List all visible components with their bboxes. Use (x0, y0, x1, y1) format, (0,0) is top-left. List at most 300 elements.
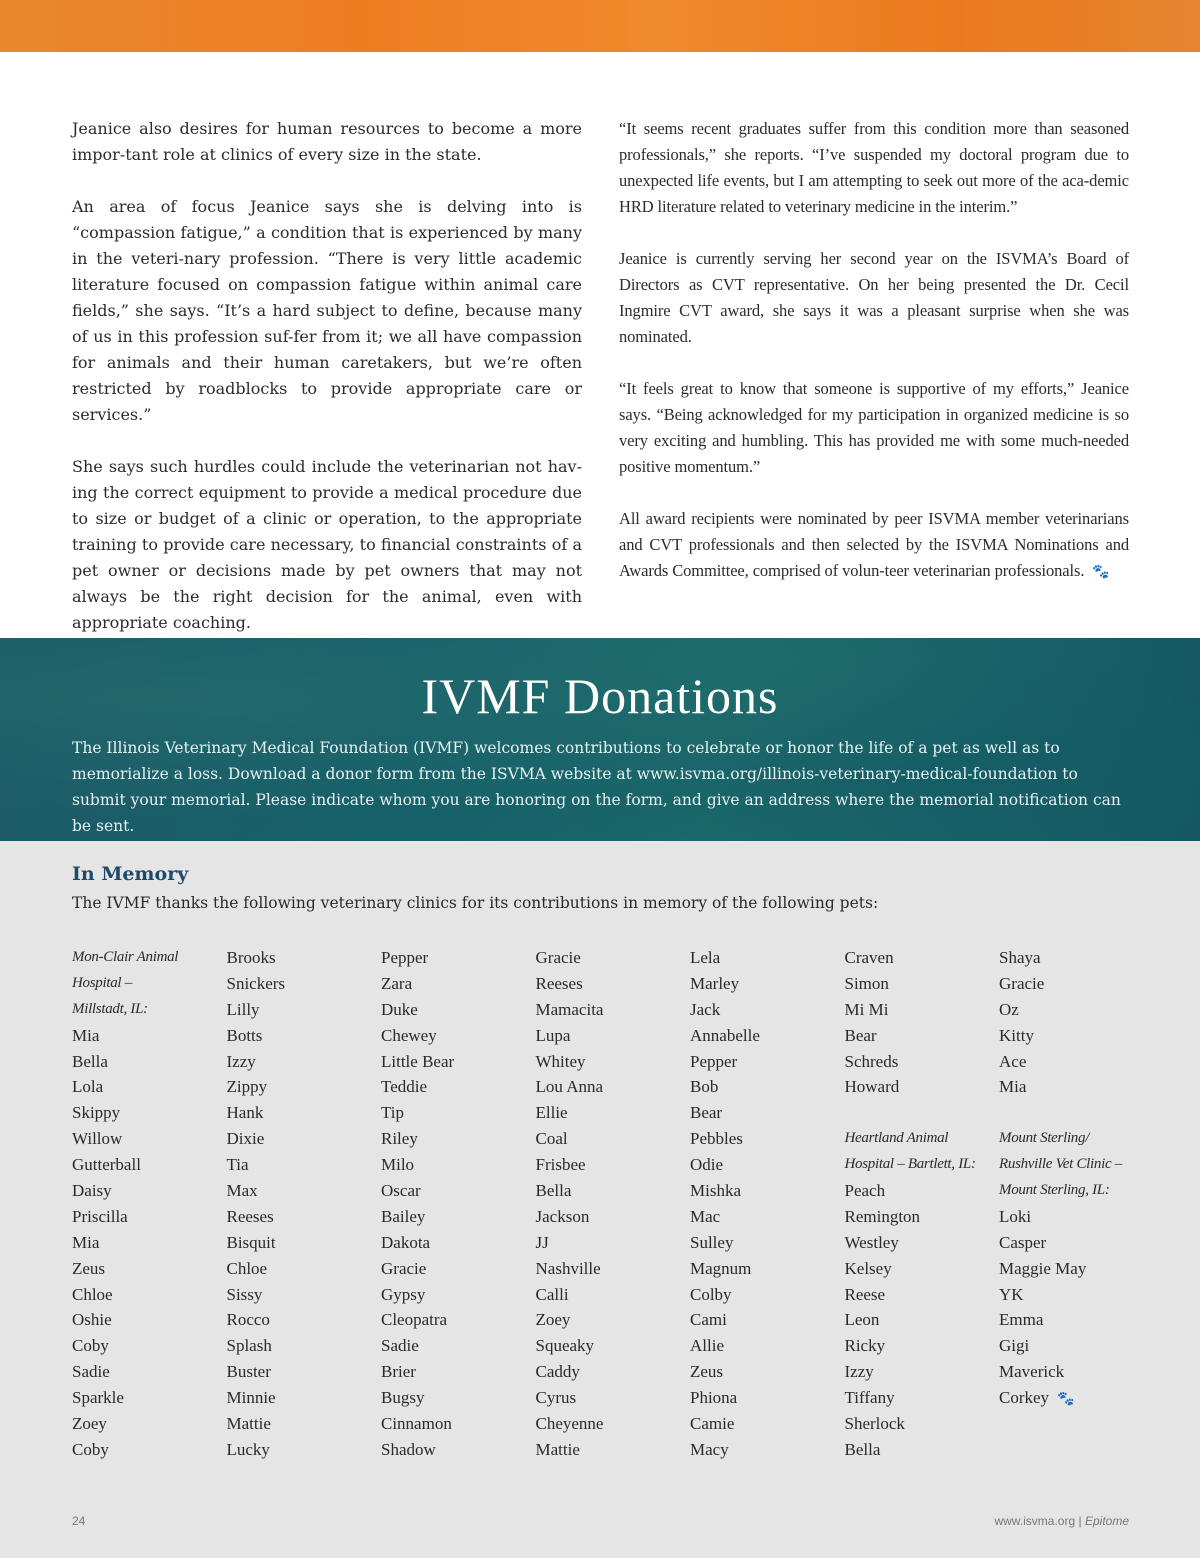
pet-name-text: Priscilla (72, 1206, 128, 1226)
paw-icon: 🐾 (1057, 1392, 1075, 1408)
pet-name-text: Duke (381, 999, 418, 1019)
clinic-heading-text: Millstadt, IL: (72, 1000, 148, 1017)
pet-name (999, 997, 1154, 1023)
pet-name (536, 1437, 691, 1463)
pet-name (845, 1178, 1000, 1204)
pet-name (999, 1023, 1154, 1049)
in-memory-section (0, 841, 1200, 1558)
pet-name-text: JJ (535, 1232, 549, 1252)
pet-name-text: Caddy (535, 1362, 580, 1382)
pet-name-text: Loki (999, 1206, 1032, 1226)
pet-name-text: Mishka (690, 1181, 741, 1201)
pet-name (845, 1204, 1000, 1230)
pet-name-text: Ricky (844, 1336, 886, 1356)
spacer (845, 1100, 1000, 1126)
pet-name (536, 1100, 691, 1126)
pet-name (690, 1049, 845, 1075)
pet-name-text: Schreds (844, 1051, 899, 1071)
pet-name-text: Lela (690, 948, 721, 967)
pet-name-text: Bailey (381, 1206, 426, 1226)
pet-name (72, 1256, 227, 1282)
pet-name-text: Reeses (226, 1206, 274, 1226)
pet-name-text: Pebbles (690, 1129, 743, 1149)
pet-name-text: Sherlock (844, 1414, 905, 1434)
pet-name (381, 1100, 536, 1126)
pet-name (690, 1307, 845, 1333)
pet-name-text: Cami (690, 1310, 727, 1330)
pet-name-text: Craven (844, 948, 894, 967)
pet-name (690, 1074, 845, 1100)
pet-name (381, 945, 536, 971)
pet-name (227, 1152, 382, 1178)
pet-name (690, 1204, 845, 1230)
pet-name (845, 1411, 1000, 1437)
pet-name (72, 1178, 227, 1204)
banner-title: IVMF Donations (421, 668, 779, 724)
pet-name-text: Rocco (226, 1310, 270, 1330)
pet-name-text: Lola (72, 1077, 104, 1097)
pet-name-text: Gypsy (381, 1284, 426, 1304)
pet-name-text: Zeus (72, 1258, 106, 1278)
pet-name (227, 1178, 382, 1204)
pet-name-text: Casper (999, 1232, 1047, 1252)
pet-name-text: Nashville (535, 1258, 601, 1278)
page-number: 24 (72, 1514, 86, 1528)
pet-name-text: Annabelle (690, 1025, 760, 1045)
clinic-heading (999, 1152, 1154, 1178)
pet-name-text: Mia (72, 1025, 100, 1045)
pet-name-text: Bugsy (381, 1388, 425, 1408)
footer-url: www.isvma.org (994, 1514, 1076, 1528)
article-paragraph: She says such hurdles could include the veterinarian not hav-ing the correct equipment to provide a medical procedure due to size or budget of a clinic or operation, to the appropriate training to provide care necessary, to financial constraints of a pet owner or decisions made by pet owners that may not always be the right decision for the animal, even with appropriate coaching. (72, 457, 582, 632)
pet-name (536, 997, 691, 1023)
pet-name (381, 971, 536, 997)
pet-name (536, 971, 691, 997)
pet-name (227, 1282, 382, 1308)
pet-name-text: Izzy (226, 1051, 256, 1071)
pet-name-text: Snickers (226, 973, 286, 993)
pet-name (999, 945, 1154, 971)
pet-name-text: Splash (226, 1336, 272, 1356)
pet-name-text: Gracie (999, 973, 1045, 993)
pet-name (227, 1411, 382, 1437)
pet-name (845, 1256, 1000, 1282)
pet-name (845, 1437, 1000, 1463)
pet-name-text: Squeaky (535, 1336, 595, 1356)
article-paragraph-text: All award recipients were nominated by peer ISVMA member veterinarians and CVT professionals and then selected by the ISVMA Nominations and Awards Committee, comprised of volun-teer veterinarian professionals. (619, 509, 1129, 580)
pet-name (845, 971, 1000, 997)
pet-name (690, 997, 845, 1023)
pet-name-text: Zoey (535, 1310, 571, 1330)
pet-name (72, 1437, 227, 1463)
clinic-heading (72, 997, 227, 1023)
pet-name (536, 1178, 691, 1204)
pet-name-text: Leon (844, 1310, 880, 1330)
pet-name (999, 1204, 1154, 1230)
pet-column (690, 945, 845, 1463)
pet-name (72, 1411, 227, 1437)
clinic-heading-text: Hospital – Bartlett, IL: (844, 1156, 976, 1173)
pet-name-text: Whitey (535, 1051, 586, 1071)
clinic-heading-text: Rushville Vet Clinic – (999, 1156, 1122, 1173)
pet-name (72, 1049, 227, 1075)
pet-name (227, 1049, 382, 1075)
pet-name-text: Dakota (381, 1232, 431, 1252)
pet-name-text: Brier (381, 1362, 416, 1382)
pet-name (999, 1333, 1154, 1359)
pet-name-text: Daisy (72, 1181, 112, 1201)
pet-name (381, 1359, 536, 1385)
pet-name-text: Odie (690, 1155, 724, 1175)
pet-name-text: Milo (381, 1155, 415, 1175)
pet-name-text: Bear (690, 1103, 723, 1123)
pet-name-text: Chloe (72, 1284, 113, 1304)
pet-name (690, 1411, 845, 1437)
pet-name-text: Mattie (226, 1414, 271, 1434)
pet-name (227, 1333, 382, 1359)
pet-name (536, 1152, 691, 1178)
pet-name-text: Sissy (226, 1284, 263, 1304)
pet-name (845, 1359, 1000, 1385)
pet-name-text: Gigi (999, 1336, 1030, 1356)
pet-name-text: Phiona (690, 1388, 738, 1408)
pet-name-text: Max (226, 1181, 258, 1201)
clinic-heading (845, 1126, 1000, 1152)
pet-name-text: Bella (844, 1439, 881, 1459)
article-body (72, 116, 1129, 662)
pet-name (999, 1256, 1154, 1282)
pet-name-text: Pepper (690, 1051, 738, 1071)
article-paragraph: Jeanice also desires for human resources to become a more impor-tant role at clinics of every size in the state. (72, 119, 582, 164)
article-paragraph: An area of focus Jeanice says she is delving into is “compassion fatigue,” a condition that is experienced by many in the veteri-nary profession. “There is very little academic literature focused on compassion fatigue within animal care fields,” she says. “It’s a hard subject to define, because many of us in this profession suf-fer from it; we all have compassion for animals and their human caretakers, but we’re often restricted by roadblocks to provide appropriate care or services.” (72, 197, 582, 424)
pet-name (845, 1385, 1000, 1411)
pet-name-text: Cheyenne (535, 1414, 604, 1434)
pet-name (845, 1333, 1000, 1359)
clinic-heading (72, 945, 227, 971)
pet-name-text: Chloe (226, 1258, 268, 1278)
pet-name-text: Tiffany (844, 1388, 895, 1408)
pet-name-text: Gutterball (72, 1155, 141, 1175)
pet-column (227, 945, 382, 1463)
top-color-band (0, 0, 1200, 52)
pet-name-text: Lilly (226, 999, 260, 1019)
pet-name (999, 1074, 1154, 1100)
pet-name (381, 1256, 536, 1282)
pet-name (690, 1437, 845, 1463)
pet-name (690, 971, 845, 997)
pet-name (227, 1074, 382, 1100)
pet-name (536, 1359, 691, 1385)
pet-name (690, 1230, 845, 1256)
pet-name-text: Marley (690, 973, 740, 993)
clinic-heading (999, 1178, 1154, 1204)
article-right-column (619, 116, 1129, 662)
pet-name (536, 945, 691, 971)
pet-name-text: Gracie (381, 1258, 427, 1278)
pet-name (536, 1256, 691, 1282)
pet-name (227, 971, 382, 997)
pet-name-text: Bella (535, 1181, 572, 1201)
pet-name-text: Allie (690, 1336, 724, 1356)
pet-name-text: Bob (690, 1077, 719, 1097)
pet-name (845, 945, 1000, 971)
pet-name-text: Coby (72, 1439, 109, 1459)
article-paragraph: Jeanice is currently serving her second year on the ISVMA’s Board of Directors as CVT representative. On her being presented the Dr. Cecil Ingmire CVT award, she says it was a pleasant surprise when she was nominated. (619, 249, 1129, 346)
article-paragraph: “It seems recent graduates suffer from this condition more than seasoned professionals,” she reports. “I’ve suspended my doctoral program due to unexpected life events, but I am attempting to seek out more of the aca-demic HRD literature related to veterinary medicine in the interim.” (619, 119, 1129, 216)
pet-name (227, 1204, 382, 1230)
pet-name-text: Sadie (72, 1362, 110, 1382)
pet-name (690, 1100, 845, 1126)
pet-name (72, 1307, 227, 1333)
pet-name (72, 1230, 227, 1256)
pet-name-text: Ace (999, 1051, 1027, 1071)
pet-name (845, 1282, 1000, 1308)
pet-name-text: Corkey (999, 1388, 1050, 1408)
pet-name-text: Botts (226, 1025, 263, 1045)
pet-name-text: Sulley (690, 1232, 734, 1252)
footer-publication: Epitome (1084, 1514, 1129, 1528)
pet-name-text: Zoey (72, 1414, 107, 1434)
pet-name (845, 1049, 1000, 1075)
pet-name-text: Peach (844, 1181, 886, 1201)
pet-name-text: Pepper (381, 948, 429, 967)
pet-name-text: Macy (690, 1439, 729, 1459)
pet-name-text: Mi Mi (844, 999, 889, 1019)
pet-name-text: Little Bear (381, 1051, 455, 1071)
pet-name-text: Jackson (535, 1206, 590, 1226)
pet-name (227, 1256, 382, 1282)
pet-name (536, 1385, 691, 1411)
pet-name-text: Coal (535, 1129, 568, 1149)
pet-name-text: Brooks (226, 948, 276, 967)
pet-name-text: Reese (844, 1284, 886, 1304)
pet-name-text: Westley (844, 1232, 899, 1252)
pet-name (72, 1126, 227, 1152)
pet-name (72, 1152, 227, 1178)
paw-icon: 🐾 (1092, 565, 1110, 580)
pet-column (381, 945, 536, 1463)
pet-name-text: Riley (381, 1129, 418, 1149)
footer-site (994, 1514, 1129, 1528)
pet-name-text: Skippy (72, 1103, 121, 1123)
pet-name (999, 971, 1154, 997)
pet-name (381, 1023, 536, 1049)
pet-name-text: Bella (72, 1051, 108, 1071)
pet-name (536, 1230, 691, 1256)
pet-name (72, 1023, 227, 1049)
clinic-heading (999, 1126, 1154, 1152)
ivmf-donations-banner (0, 638, 1200, 841)
pet-name-text: Teddie (381, 1077, 428, 1097)
pet-name-text: Jack (690, 999, 721, 1019)
pet-name-text: Mac (690, 1206, 721, 1226)
clinic-heading-text: Heartland Animal (844, 1130, 949, 1147)
spacer (999, 1100, 1154, 1126)
pet-column (536, 945, 691, 1463)
pet-name-text: Reeses (535, 973, 583, 993)
pet-name (381, 1230, 536, 1256)
pet-name (227, 1307, 382, 1333)
pet-name (72, 1204, 227, 1230)
pet-name-text: Bisquit (226, 1232, 276, 1252)
pet-name (845, 997, 1000, 1023)
pet-name-text: Cinnamon (381, 1414, 452, 1434)
pet-name-text: Lou Anna (535, 1077, 604, 1097)
banner-text: The Illinois Veterinary Medical Foundation (IVMF) welcomes contributions to celebrate or honor the life of a pet as well as to memorialize a loss. Download a donor form from the ISVMA website at www.isvma.org/illinois-veterinary-medical-foundation to submit your memorial. Please indicate whom you are honoring on the form, and give an address where the memorial notification can be sent. (72, 739, 1121, 835)
pet-name (381, 1333, 536, 1359)
pet-column (845, 945, 1000, 1463)
pet-name-text: Mia (72, 1232, 100, 1252)
pet-name (690, 1152, 845, 1178)
pet-name-text: Sadie (381, 1336, 419, 1356)
pet-name (536, 1307, 691, 1333)
pet-name-text: Bear (844, 1025, 877, 1045)
pet-name-text: Magnum (690, 1258, 752, 1278)
pet-name-text: Dixie (226, 1129, 265, 1149)
pet-name (72, 1385, 227, 1411)
pet-name (845, 1307, 1000, 1333)
pet-name (999, 1307, 1154, 1333)
pet-name-text: Gracie (535, 948, 581, 967)
pet-name-text: Lucky (226, 1439, 270, 1459)
pet-name-text: Zippy (226, 1077, 268, 1097)
pet-name (227, 1359, 382, 1385)
pet-name (999, 1385, 1154, 1411)
clinic-heading-text: Mon-Clair Animal (72, 949, 179, 965)
pet-name (72, 1333, 227, 1359)
pet-name (381, 1204, 536, 1230)
pet-column (999, 945, 1154, 1463)
footer-separator: | (1078, 1514, 1082, 1528)
pet-name (227, 1230, 382, 1256)
pet-name-text: Frisbee (535, 1155, 586, 1175)
in-memory-title: In Memory (72, 863, 189, 885)
pet-name (381, 997, 536, 1023)
pet-name (536, 1282, 691, 1308)
pet-name (999, 1230, 1154, 1256)
pet-name (536, 1049, 691, 1075)
pet-name (227, 1023, 382, 1049)
pet-name (690, 1359, 845, 1385)
pet-name-text: Willow (72, 1129, 123, 1149)
pet-names-grid (72, 945, 1172, 1463)
pet-name (72, 1282, 227, 1308)
clinic-heading-text: Mount Sterling/ (999, 1130, 1090, 1147)
pet-name-text: Shaya (999, 948, 1041, 967)
pet-name-text: Emma (999, 1310, 1044, 1330)
clinic-heading-text: Mount Sterling, IL: (999, 1182, 1110, 1199)
pet-name (72, 1100, 227, 1126)
pet-name (381, 1307, 536, 1333)
pet-name-text: Oscar (381, 1181, 421, 1201)
pet-name-text: Colby (690, 1284, 732, 1304)
clinic-heading (845, 1152, 1000, 1178)
pet-name (845, 1230, 1000, 1256)
pet-name-text: Maggie May (999, 1258, 1087, 1278)
pet-name (227, 1100, 382, 1126)
clinic-heading-text: Hospital – (72, 974, 132, 991)
pet-name (690, 1282, 845, 1308)
pet-name (999, 1282, 1154, 1308)
pet-name-text: Zara (381, 973, 413, 993)
pet-name-text: Sparkle (72, 1388, 124, 1408)
pet-name-text: Zeus (690, 1362, 724, 1382)
article-paragraph-last (619, 506, 1129, 586)
pet-name (227, 945, 382, 971)
pet-name (227, 1126, 382, 1152)
pet-name-text: Tip (381, 1103, 405, 1123)
pet-name-text: Ellie (535, 1103, 568, 1123)
pet-name-text: Lupa (535, 1025, 571, 1045)
pet-name-text: Camie (690, 1414, 735, 1434)
pet-name (999, 1049, 1154, 1075)
pet-name-text: Chewey (381, 1025, 437, 1045)
clinic-heading (72, 971, 227, 997)
pet-name (72, 1359, 227, 1385)
pet-name (381, 1385, 536, 1411)
pet-name (227, 997, 382, 1023)
pet-name (381, 1152, 536, 1178)
pet-name-text: Oz (999, 999, 1019, 1019)
pet-name (536, 1074, 691, 1100)
pet-name (381, 1049, 536, 1075)
pet-name (845, 1074, 1000, 1100)
pet-name-text: Oshie (72, 1310, 112, 1330)
pet-name (381, 1178, 536, 1204)
pet-name-text: Cleopatra (381, 1310, 448, 1330)
pet-name (536, 1023, 691, 1049)
pet-name-text: Maverick (999, 1362, 1065, 1382)
in-memory-intro: The IVMF thanks the following veterinary clinics for its contributions in memory of the following pets: (72, 894, 879, 912)
pet-name-text: Simon (844, 973, 889, 993)
pet-name-text: Mattie (535, 1439, 580, 1459)
pet-name-text: YK (999, 1284, 1024, 1304)
pet-name (536, 1126, 691, 1152)
pet-name (690, 1126, 845, 1152)
pet-name (690, 1023, 845, 1049)
pet-name-text: Coby (72, 1336, 109, 1356)
pet-column (72, 945, 227, 1463)
pet-name-text: Mamacita (535, 999, 604, 1019)
pet-name (381, 1126, 536, 1152)
pet-name (227, 1437, 382, 1463)
pet-name (536, 1411, 691, 1437)
pet-name (690, 1178, 845, 1204)
pet-name-text: Remington (844, 1206, 921, 1226)
pet-name-text: Minnie (226, 1388, 276, 1408)
pet-name-text: Shadow (381, 1439, 436, 1459)
pet-name (381, 1282, 536, 1308)
pet-name (227, 1385, 382, 1411)
pet-name (536, 1333, 691, 1359)
pet-name (690, 1385, 845, 1411)
pet-name-text: Hank (226, 1103, 264, 1123)
pet-name-text: Cyrus (535, 1388, 577, 1408)
pet-name-text: Mia (999, 1077, 1027, 1097)
pet-name-text: Kelsey (844, 1258, 892, 1278)
pet-name-text: Calli (535, 1284, 569, 1304)
pet-name (999, 1359, 1154, 1385)
pet-name-text: Kitty (999, 1025, 1034, 1045)
pet-name (690, 1256, 845, 1282)
article-left-column (72, 116, 582, 662)
article-paragraph: “It feels great to know that someone is supportive of my efforts,” Jeanice says. “Being acknowledged for my participation in organized medicine is so very exciting and humbling. This has provided me with some much-needed positive momentum.” (619, 379, 1129, 476)
pet-name (381, 1411, 536, 1437)
pet-name (381, 1437, 536, 1463)
pet-name (536, 1204, 691, 1230)
pet-name (845, 1023, 1000, 1049)
pet-name-text: Howard (844, 1077, 900, 1097)
